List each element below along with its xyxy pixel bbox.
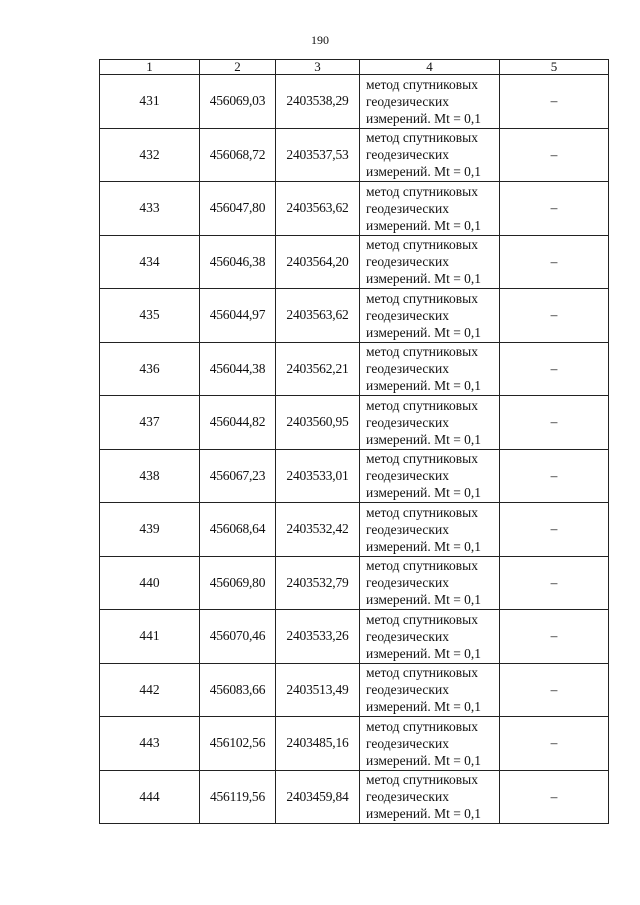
method-line: метод спутниковых [366,504,478,520]
y-coordinate-cell: 2403538,29 [276,75,360,129]
table-row [100,75,609,129]
x-coordinate-cell: 456068,64 [200,503,276,557]
method-cell [360,717,500,771]
table-row [100,717,609,771]
note-cell: – [500,556,609,610]
method-line: метод спутниковых [366,558,478,574]
table-row [100,663,609,717]
method-line: измерений. Mt = 0,1 [366,699,482,715]
point-number-cell: 437 [100,396,200,450]
method-cell [360,610,500,664]
column-header-3: 3 [276,60,360,75]
method-line: метод спутниковых [366,130,478,146]
method-line: метод спутниковых [366,76,478,92]
note-cell: – [500,717,609,771]
method-line: метод спутниковых [366,237,478,253]
method-line: измерений. Mt = 0,1 [366,538,482,554]
table-row [100,396,609,450]
note-cell: – [500,770,609,824]
column-header-2: 2 [200,60,276,75]
x-coordinate-cell: 456070,46 [200,610,276,664]
page-number: 190 [311,33,329,47]
method-line: измерений. Mt = 0,1 [366,431,482,447]
method-cell [360,503,500,557]
table-row [100,770,609,824]
note-cell: – [500,663,609,717]
table-row [100,556,609,610]
x-coordinate-cell: 456102,56 [200,717,276,771]
method-line: измерений. Mt = 0,1 [366,324,482,340]
method-line: метод спутниковых [366,451,478,467]
table-row [100,128,609,182]
table-row [100,503,609,557]
method-cell [360,289,500,343]
method-line: метод спутниковых [366,772,478,788]
y-coordinate-cell: 2403564,20 [276,235,360,289]
method-line: геодезических [366,254,449,270]
method-line: измерений. Mt = 0,1 [366,592,482,608]
method-cell [360,556,500,610]
x-coordinate-cell: 456044,38 [200,342,276,396]
y-coordinate-cell: 2403563,62 [276,289,360,343]
method-line: геодезических [366,628,449,644]
y-coordinate-cell: 2403459,84 [276,770,360,824]
method-cell [360,75,500,129]
method-cell [360,235,500,289]
method-line: геодезических [366,735,449,751]
note-cell: – [500,396,609,450]
method-line: измерений. Mt = 0,1 [366,485,482,501]
table-row [100,182,609,236]
y-coordinate-cell: 2403560,95 [276,396,360,450]
method-line: измерений. Mt = 0,1 [366,110,482,126]
column-header-4: 4 [360,60,500,75]
method-line: геодезических [366,521,449,537]
point-number-cell: 438 [100,449,200,503]
method-line: метод спутниковых [366,665,478,681]
x-coordinate-cell: 456083,66 [200,663,276,717]
point-number-cell: 436 [100,342,200,396]
point-number-cell: 442 [100,663,200,717]
point-number-cell: 432 [100,128,200,182]
method-line: измерений. Mt = 0,1 [366,271,482,287]
x-coordinate-cell: 456067,23 [200,449,276,503]
method-cell [360,770,500,824]
method-line: метод спутниковых [366,718,478,734]
method-line: метод спутниковых [366,611,478,627]
table-row [100,610,609,664]
note-cell: – [500,235,609,289]
method-line: геодезических [366,200,449,216]
method-cell [360,182,500,236]
point-number-cell: 435 [100,289,200,343]
point-number-cell: 431 [100,75,200,129]
method-line: геодезических [366,682,449,698]
x-coordinate-cell: 456068,72 [200,128,276,182]
note-cell: – [500,289,609,343]
method-line: измерений. Mt = 0,1 [366,164,482,180]
table-row [100,289,609,343]
table-body [100,60,609,824]
method-cell [360,342,500,396]
y-coordinate-cell: 2403562,21 [276,342,360,396]
method-line: геодезических [366,147,449,163]
y-coordinate-cell: 2403533,01 [276,449,360,503]
method-line: измерений. Mt = 0,1 [366,378,482,394]
table-row [100,235,609,289]
note-cell: – [500,449,609,503]
x-coordinate-cell: 456046,38 [200,235,276,289]
method-line: геодезических [366,93,449,109]
method-line: геодезических [366,361,449,377]
column-header-1: 1 [100,60,200,75]
y-coordinate-cell: 2403485,16 [276,717,360,771]
point-number-cell: 434 [100,235,200,289]
x-coordinate-cell: 456047,80 [200,182,276,236]
y-coordinate-cell: 2403513,49 [276,663,360,717]
note-cell: – [500,75,609,129]
y-coordinate-cell: 2403532,79 [276,556,360,610]
method-line: измерений. Mt = 0,1 [366,645,482,661]
method-line: метод спутниковых [366,344,478,360]
x-coordinate-cell: 456069,03 [200,75,276,129]
method-cell [360,449,500,503]
note-cell: – [500,182,609,236]
note-cell: – [500,503,609,557]
method-line: геодезических [366,307,449,323]
x-coordinate-cell: 456119,56 [200,770,276,824]
method-line: геодезических [366,789,449,805]
column-header-5: 5 [500,60,609,75]
x-coordinate-cell: 456044,97 [200,289,276,343]
point-number-cell: 443 [100,717,200,771]
method-cell [360,128,500,182]
point-number-cell: 433 [100,182,200,236]
method-cell [360,663,500,717]
table-header-row [100,60,609,75]
method-cell [360,396,500,450]
point-number-cell: 444 [100,770,200,824]
point-number-cell: 440 [100,556,200,610]
note-cell: – [500,128,609,182]
method-line: измерений. Mt = 0,1 [366,806,482,822]
method-line: измерений. Mt = 0,1 [366,217,482,233]
note-cell: – [500,342,609,396]
table-row [100,342,609,396]
y-coordinate-cell: 2403533,26 [276,610,360,664]
point-number-cell: 439 [100,503,200,557]
y-coordinate-cell: 2403537,53 [276,128,360,182]
coordinates-table [99,59,609,824]
x-coordinate-cell: 456069,80 [200,556,276,610]
method-line: метод спутниковых [366,397,478,413]
method-line: геодезических [366,468,449,484]
method-line: измерений. Mt = 0,1 [366,752,482,768]
method-line: геодезических [366,414,449,430]
x-coordinate-cell: 456044,82 [200,396,276,450]
point-number-cell: 441 [100,610,200,664]
y-coordinate-cell: 2403532,42 [276,503,360,557]
method-line: геодезических [366,575,449,591]
table-row [100,449,609,503]
method-line: метод спутниковых [366,183,478,199]
method-line: метод спутниковых [366,290,478,306]
y-coordinate-cell: 2403563,62 [276,182,360,236]
note-cell: – [500,610,609,664]
